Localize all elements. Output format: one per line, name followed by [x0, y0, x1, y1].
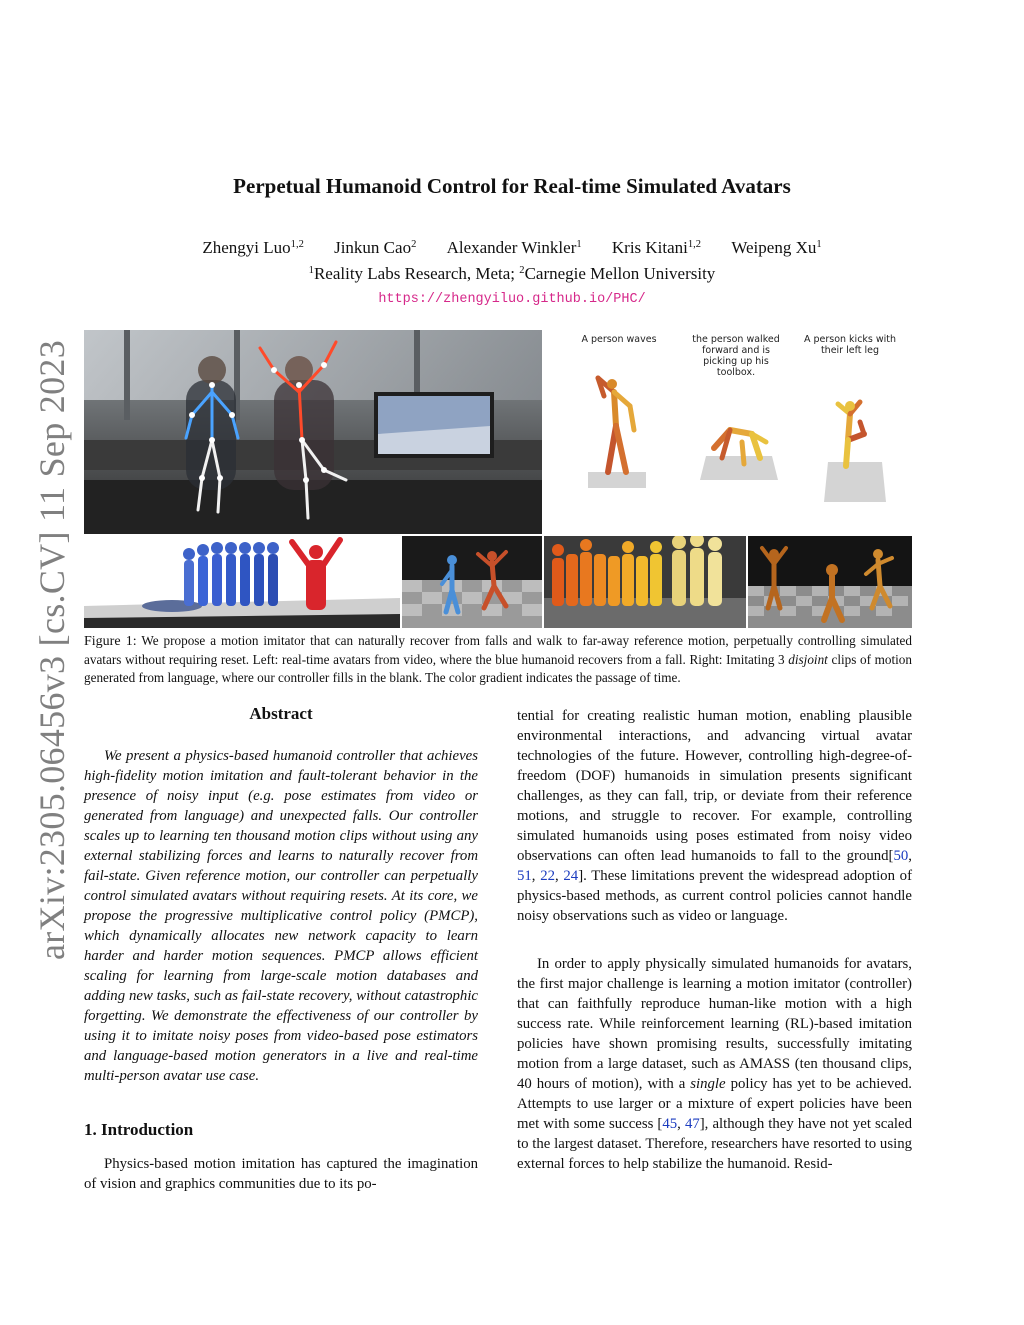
- section-heading-introduction: 1. Introduction: [84, 1120, 194, 1139]
- language-motion-illustration: [546, 330, 912, 534]
- paper-title: Perpetual Humanoid Control for Real-time Simulated Avatars: [233, 174, 791, 198]
- author: Alexander Winkler$^1$: [446, 238, 582, 257]
- author: Zhengyi Luo$^{1,2}$: [202, 238, 304, 257]
- fall-recovery-panel: [84, 536, 400, 628]
- intro-paragraph-2: In order to apply physically simulated humanoids for avatars, the first major challenge is learning a motion imitator (controller) that can faithfully reproduce human-like motion with a high success rate. While reinforcement learning (RL)-based imitation policies have shown promising results, successfully imitating motion from a large dataset, such as AMASS (ten thousand clips, 40 hours of motion), with a single policy has yet to be achieved. Attempts to use larger or a mixture of expert policies have been met with some success [45, 47], although they have not yet scaled to the largest dataset. Therefore, researchers have resorted to using external forces to help stabilize the humanoid. Resid-: [517, 956, 912, 1172]
- video-avatar-panel: [84, 330, 542, 534]
- prompt-label: A person kicks with their left leg: [803, 334, 897, 356]
- project-url-link[interactable]: https://zhengyiluo.github.io/PHC/: [378, 292, 646, 307]
- intro-paragraph-start: Physics-based motion imitation has captured the imagination of vision and graphics communities due to its po-: [84, 1156, 478, 1192]
- arxiv-identifier-text: arXiv:2305.06456v3 [cs.CV] 11 Sep 2023: [32, 339, 72, 961]
- abstract-heading: Abstract: [249, 704, 313, 723]
- video-avatar-illustration: [84, 330, 542, 534]
- citation-link[interactable]: 51: [517, 868, 532, 884]
- fall-recovery-illustration: [84, 536, 400, 628]
- language-motion-panel: [546, 330, 912, 534]
- motion-sequence-illustration: [544, 536, 746, 628]
- caption-label: Figure 1:: [84, 634, 137, 649]
- citation-link[interactable]: 50: [893, 848, 909, 864]
- author: Weipeng Xu$^1$: [731, 238, 822, 257]
- author: Kris Kitani$^{1,2}$: [611, 238, 702, 257]
- author: Jinkun Cao$^2$: [334, 238, 417, 257]
- prompt-label: the person walked forward and is picking up his toolbox.: [692, 334, 780, 378]
- intro-paragraph-continued: tential for creating realistic human motion, enabling plausible environmental interactions, and advancing virtual avatar technologies of the future. However, controlling high-degree-of-freedom (DOF) humanoids in simulation presents significant challenges, as they can fall, trip, or deviate from their reference motions, and struggle to recover. For example, controlling simulated humanoids using poses estimated from noisy video observations can often lead humanoids to fall to the ground[50, 51, 22, 24]. These limitations prevent the widespread adoption of physics-based methods, as current control policies cannot handle noisy observations such as video or language.: [517, 708, 912, 924]
- author-list: [0, 238, 1024, 258]
- simulation-panel: [402, 536, 542, 628]
- citation-link[interactable]: 22: [540, 868, 555, 884]
- simulation-room-illustration: [748, 536, 912, 628]
- figure-caption: Figure 1: We propose a motion imitator that can naturally recover from falls and walk to far-away reference motion, perpetually controlling simulated avatars without requiring reset. Left: real-time avatars from video, where the blue humanoid recovers from a fall. Right: Imitating 3 disjoint clips of motion generated from language, where our controller fills in the blank. The color gradient indicates the passage of time.: [84, 633, 912, 685]
- citation-link[interactable]: 47: [684, 1116, 700, 1132]
- motion-sequence-panel: [544, 536, 746, 628]
- simulation-room-panel: [748, 536, 912, 628]
- abstract-text: We present a physics-based humanoid controller that achieves high-fidelity motion imitation and fault-tolerant behavior in the presence of noisy input (e.g. pose estimates from video or generated from language) and unexpected falls. Our controller scales up to learning ten thousand motion clips without using any external stabilizing forces and learns to naturally recover from fail-state. Given reference motion, our controller can perpetually control simulated avatars without requiring resets. At its core, we propose the progressive multiplicative control policy (PMCP), which dynamically allocates new network capacity to learn harder and harder motion sequences. PMCP allows efficient scaling for learning from large-scale motion databases and adding new tasks, such as fail-state recovery, without catastrophic forgetting. We demonstrate the effectiveness of our controller by using it to imitate noisy poses from video-based pose estimators and language-based motion generators in a live and real-time multi-person avatar use case.: [84, 748, 478, 1084]
- citation-link[interactable]: 45: [662, 1116, 678, 1132]
- citation-link[interactable]: 24: [563, 868, 579, 884]
- simulation-illustration: [402, 536, 542, 628]
- affiliations: $^1$Reality Labs Research, Meta; $^2$Carnegie Mellon University: [308, 264, 716, 283]
- prompt-label: A person waves: [581, 334, 657, 345]
